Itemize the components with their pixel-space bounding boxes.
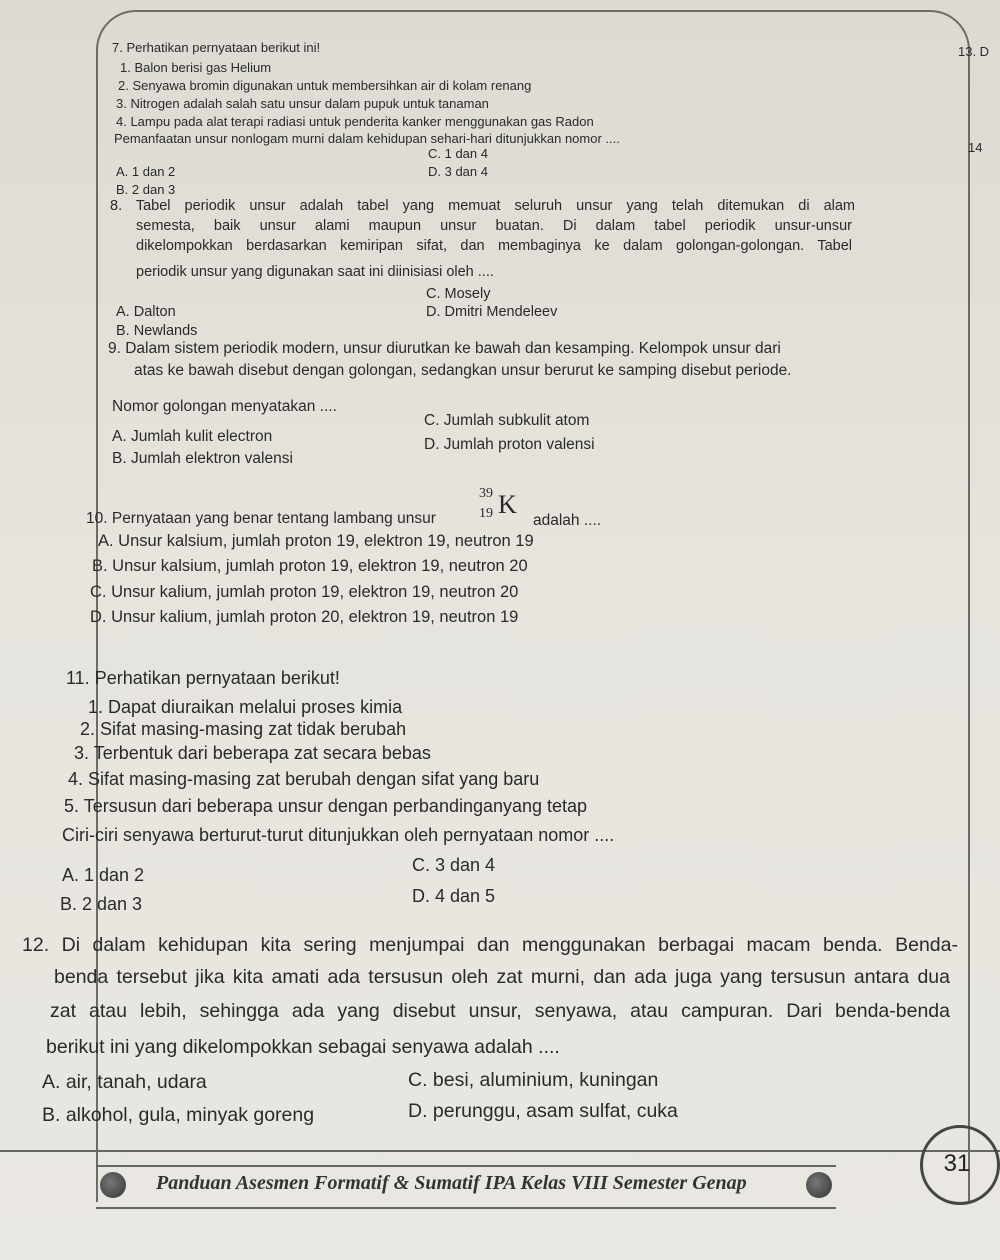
q8-line-1: 8. Tabel periodik unsur adalah tabel yang memuat seluruh unsur yang telah ditemukan di alam bbox=[110, 198, 855, 214]
q11-item-5: 5. Tersusun dari beberapa unsur dengan perbandinganyang tetap bbox=[64, 796, 588, 816]
page-frame bbox=[96, 10, 970, 1202]
footer-dot-right-icon bbox=[806, 1172, 832, 1198]
q11-option-b[interactable]: B. 2 dan 3 bbox=[60, 894, 143, 914]
q10-option-a[interactable]: A. Unsur kalsium, jumlah proton 19, elektron 19, neutron 19 bbox=[98, 532, 534, 550]
q7-option-c[interactable]: C. 1 dan 4 bbox=[428, 146, 488, 161]
q7-option-d[interactable]: D. 3 dan 4 bbox=[428, 164, 488, 179]
q7-question: Pemanfaatan unsur nonlogam murni dalam kehidupan sehari-hari ditunjukkan nomor .... bbox=[114, 131, 620, 146]
q8-option-b[interactable]: B. Newlands bbox=[116, 323, 198, 339]
q12-line-2: benda tersebut jika kita amati ada tersusun oleh zat murni, dan ada juga yang tersusun antara dua bbox=[54, 966, 950, 988]
page-number: 31 bbox=[943, 1150, 971, 1177]
q10-option-d[interactable]: D. Unsur kalium, jumlah proton 20, elektron 19, neutron 19 bbox=[90, 608, 519, 626]
q12-line-1: 12. Di dalam kehidupan kita sering menjumpai dan menggunakan berbagai macam benda. Benda- bbox=[22, 934, 958, 956]
q11-item-2: 2. Sifat masing-masing zat tidak berubah bbox=[80, 719, 407, 739]
q9-option-c[interactable]: C. Jumlah subkulit atom bbox=[424, 412, 590, 429]
q8-line-2: semesta, baik unsur alami maupun unsur buatan. Di dalam tabel periodik unsur-unsur bbox=[136, 218, 852, 234]
q7-option-a[interactable]: A. 1 dan 2 bbox=[116, 164, 176, 179]
q8-option-a[interactable]: A. Dalton bbox=[116, 304, 176, 320]
q11-option-d[interactable]: D. 4 dan 5 bbox=[412, 886, 496, 906]
q9-option-d[interactable]: D. Jumlah proton valensi bbox=[424, 436, 595, 453]
q7-item-3: 3. Nitrogen adalah salah satu unsur dalam pupuk untuk tanaman bbox=[116, 96, 489, 111]
q8-option-d[interactable]: D. Dmitri Mendeleev bbox=[426, 304, 558, 320]
footer-dot-left-icon bbox=[100, 1172, 126, 1198]
q9-line-2: atas ke bawah disebut dengan golongan, sedangkan unsur berurut ke samping disebut periode. bbox=[134, 362, 792, 379]
q8-line-3: dikelompokkan berdasarkan kemiripan sifat, dan membaginya ke dalam golongan-golongan. Tabel bbox=[136, 238, 852, 254]
margin-q14: 14 bbox=[968, 140, 983, 155]
q12-option-d[interactable]: D. perunggu, asam sulfat, cuka bbox=[408, 1100, 678, 1122]
footer-title: Panduan Asesmen Formatif & Sumatif IPA Kelas VIII Semester Genap bbox=[156, 1172, 747, 1194]
q12-option-c[interactable]: C. besi, aluminium, kuningan bbox=[408, 1069, 659, 1091]
q12-line-3: zat atau lebih, sehingga ada yang disebut unsur, senyawa, atau campuran. Dari benda-benda bbox=[50, 1000, 950, 1022]
q9-line-1: 9. Dalam sistem periodik modern, unsur diurutkan ke bawah dan kesamping. Kelompok unsur dari bbox=[108, 340, 781, 357]
q7-item-4: 4. Lampu pada alat terapi radiasi untuk penderita kanker menggunakan gas Radon bbox=[116, 114, 594, 129]
q11-question: Ciri-ciri senyawa berturut-turut ditunjukkan oleh pernyataan nomor .... bbox=[62, 825, 615, 845]
q7-option-b[interactable]: B. 2 dan 3 bbox=[116, 182, 176, 197]
q11-option-c[interactable]: C. 3 dan 4 bbox=[412, 855, 496, 875]
q10-option-c[interactable]: C. Unsur kalium, jumlah proton 19, elektron 19, neutron 20 bbox=[90, 583, 519, 601]
q11-title: 11. Perhatikan pernyataan berikut! bbox=[66, 668, 340, 688]
q8-option-c[interactable]: C. Mosely bbox=[426, 286, 491, 302]
q10-option-b[interactable]: B. Unsur kalsium, jumlah proton 19, elektron 19, neutron 20 bbox=[92, 557, 528, 575]
q11-option-a[interactable]: A. 1 dan 2 bbox=[62, 865, 145, 885]
q7-title: 7. Perhatikan pernyataan berikut ini! bbox=[112, 40, 321, 55]
q11-item-1: 1. Dapat diuraikan melalui proses kimia bbox=[88, 697, 403, 717]
q7-item-2: 2. Senyawa bromin digunakan untuk membersihkan air di kolam renang bbox=[118, 78, 532, 93]
q12-line-4: berikut ini yang dikelompokkan sebagai senyawa adalah .... bbox=[46, 1036, 560, 1058]
q9-line-3: Nomor golongan menyatakan .... bbox=[112, 398, 337, 415]
q10-question: 10. Pernyataan yang benar tentang lambang unsur bbox=[86, 510, 436, 527]
q9-option-b[interactable]: B. Jumlah elektron valensi bbox=[112, 450, 293, 467]
q11-item-3: 3. Terbentuk dari beberapa zat secara bebas bbox=[74, 743, 431, 763]
margin-q13: 13. D bbox=[958, 44, 990, 59]
mass-number: 39 bbox=[479, 486, 493, 501]
footer-divider bbox=[0, 1150, 1000, 1152]
element-letter: K bbox=[498, 490, 517, 519]
q10-suffix: adalah .... bbox=[533, 512, 602, 529]
element-symbol bbox=[476, 486, 526, 526]
q8-line-4: periodik unsur yang digunakan saat ini diinisiasi oleh .... bbox=[136, 264, 494, 280]
q12-option-b[interactable]: B. alkohol, gula, minyak goreng bbox=[42, 1104, 315, 1126]
q12-option-a[interactable]: A. air, tanah, udara bbox=[42, 1071, 207, 1093]
q9-option-a[interactable]: A. Jumlah kulit electron bbox=[112, 428, 273, 445]
q7-item-1: 1. Balon berisi gas Helium bbox=[120, 60, 272, 75]
q11-item-4: 4. Sifat masing-masing zat berubah dengan sifat yang baru bbox=[68, 769, 540, 789]
atomic-number: 19 bbox=[479, 506, 493, 521]
